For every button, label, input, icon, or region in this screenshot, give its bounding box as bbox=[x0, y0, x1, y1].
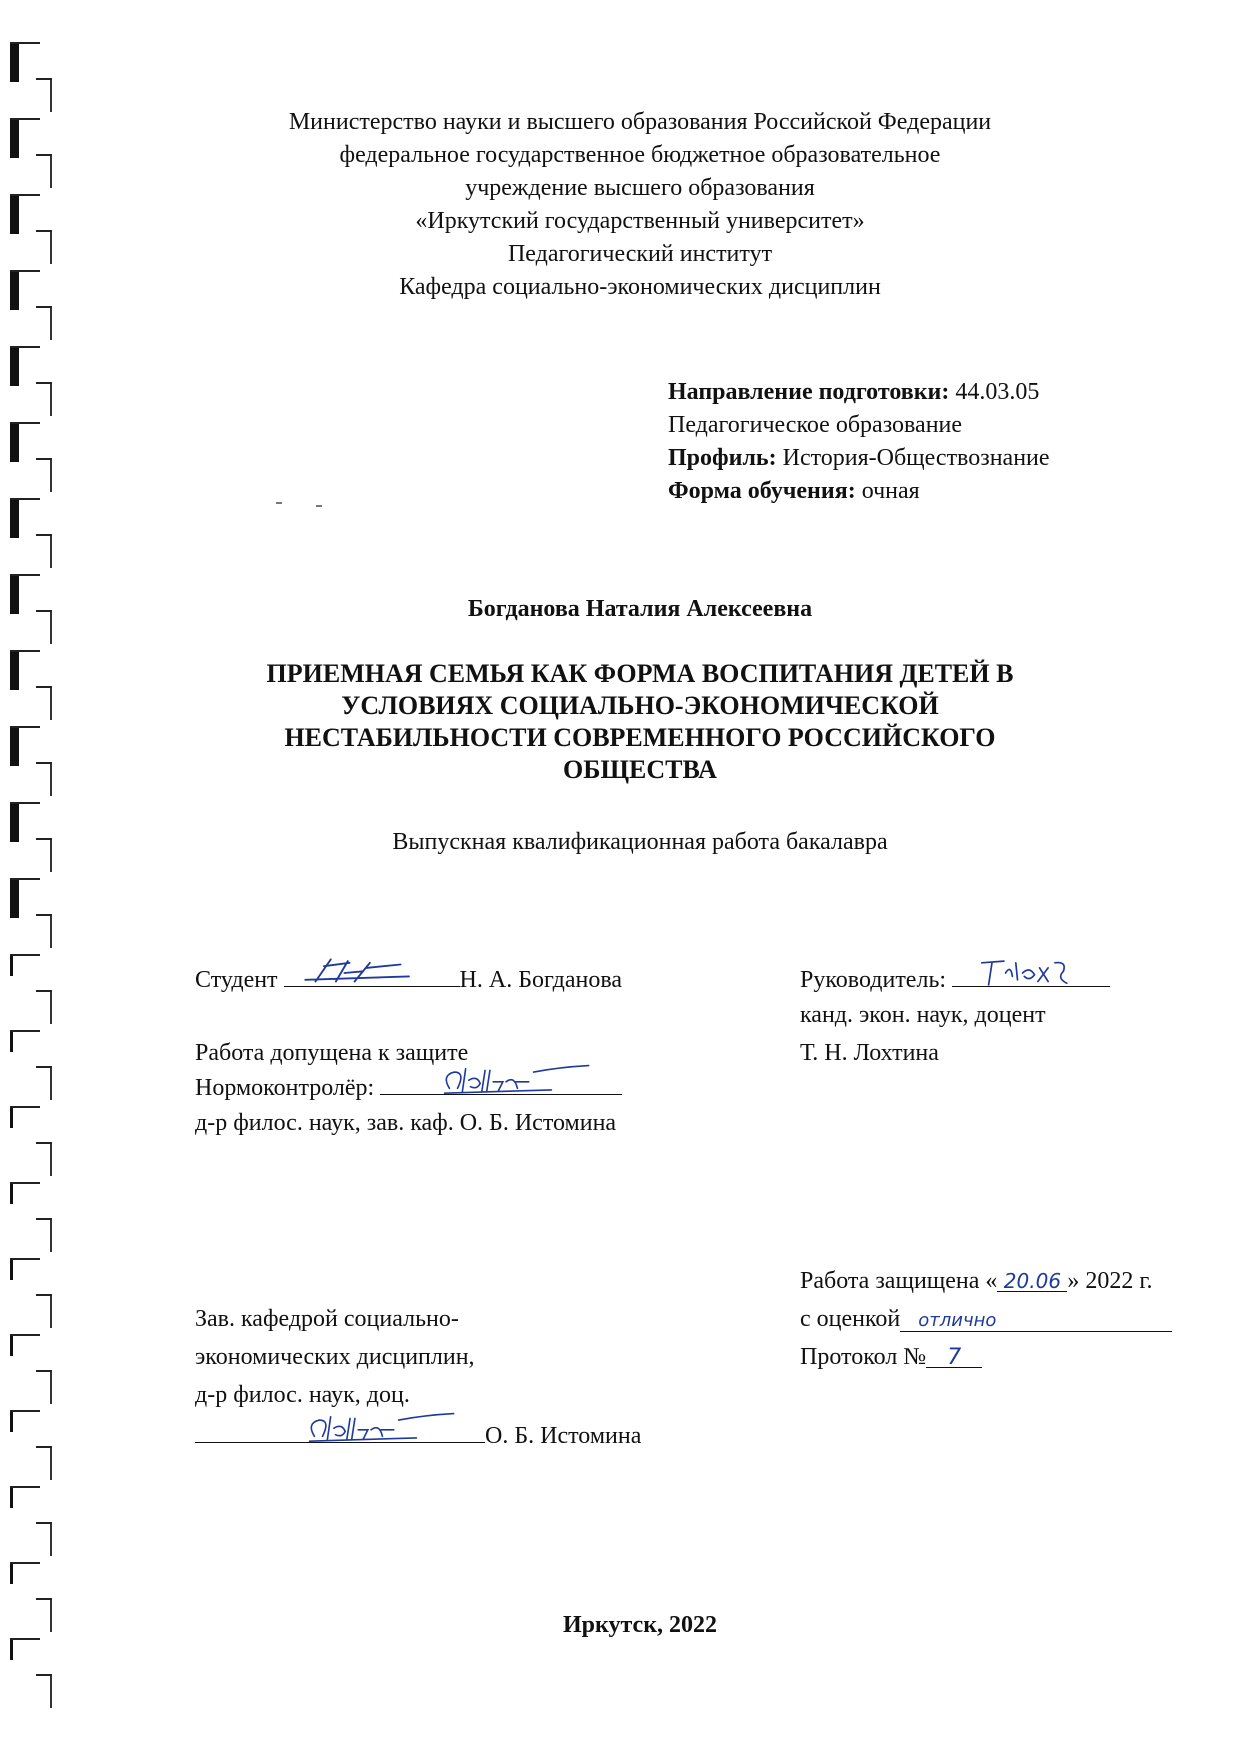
supervisor-name: Т. Н. Лохтина bbox=[800, 1040, 939, 1066]
work-type: Выпускная квалификационная работа бакалавра bbox=[392, 829, 888, 855]
binding-tick bbox=[36, 230, 52, 232]
binding-tick bbox=[36, 838, 52, 840]
header-line-university: «Иркутский государственный университет» bbox=[415, 208, 865, 234]
binding-tick bbox=[10, 726, 40, 728]
binding-bar bbox=[10, 1486, 13, 1508]
binding-tick bbox=[36, 1218, 52, 1220]
binding-loop bbox=[50, 1370, 52, 1404]
binding-tick bbox=[10, 1030, 40, 1032]
binding-tick bbox=[36, 990, 52, 992]
grade-value: отлично bbox=[900, 1310, 1172, 1332]
binding-tick bbox=[10, 1562, 40, 1564]
binding-loop bbox=[50, 990, 52, 1024]
binding-edge bbox=[0, 0, 70, 1754]
binding-bar bbox=[10, 346, 19, 386]
binding-bar bbox=[10, 1334, 13, 1356]
grade-line bbox=[800, 1306, 1172, 1333]
binding-tick bbox=[36, 1142, 52, 1144]
binding-loop bbox=[50, 382, 52, 416]
binding-bar bbox=[10, 1410, 13, 1432]
binding-loop bbox=[50, 762, 52, 796]
binding-bar bbox=[10, 1258, 13, 1280]
protocol-number: 7 bbox=[926, 1345, 982, 1368]
binding-loop bbox=[50, 1446, 52, 1480]
binding-tick bbox=[10, 1486, 40, 1488]
binding-loop bbox=[50, 1598, 52, 1632]
city-year: Иркутск, 2022 bbox=[562, 1612, 718, 1638]
binding-tick bbox=[36, 1674, 52, 1676]
binding-tick bbox=[10, 650, 40, 652]
binding-tick bbox=[36, 154, 52, 156]
head-name: О. Б. Истомина bbox=[485, 1423, 642, 1449]
study-meta bbox=[668, 376, 1050, 508]
binding-bar bbox=[10, 1106, 13, 1128]
header-line-education: учреждение высшего образования bbox=[465, 175, 815, 201]
binding-bar bbox=[10, 42, 19, 82]
binding-tick bbox=[36, 1294, 52, 1296]
binding-bar bbox=[10, 498, 19, 538]
head-signature-line bbox=[195, 1420, 641, 1450]
direction-name: Педагогическое образование bbox=[668, 412, 963, 438]
normcontrol-label: Нормоконтролёр: bbox=[195, 1075, 375, 1101]
binding-loop bbox=[50, 838, 52, 872]
binding-tick bbox=[10, 1334, 40, 1336]
binding-loop bbox=[50, 1522, 52, 1556]
binding-bar bbox=[10, 1030, 13, 1052]
binding-loop bbox=[50, 1142, 52, 1176]
header-line-department: Кафедра социально-экономических дисциплин bbox=[399, 274, 881, 300]
binding-tick bbox=[36, 306, 52, 308]
binding-loop bbox=[50, 534, 52, 568]
student-name: Н. А. Богданова bbox=[459, 967, 623, 993]
scan-speck bbox=[276, 502, 282, 504]
binding-loop bbox=[50, 914, 52, 948]
supervisor-label: Руководитель: bbox=[800, 967, 947, 993]
defense-prefix: Работа защищена « bbox=[800, 1268, 998, 1294]
binding-tick bbox=[36, 458, 52, 460]
binding-tick bbox=[36, 78, 52, 80]
student-signature-line bbox=[284, 964, 460, 987]
binding-tick bbox=[10, 422, 40, 424]
supervisor-signature bbox=[956, 956, 1096, 990]
header-line-institute: Педагогический институт bbox=[507, 241, 773, 267]
binding-tick bbox=[10, 802, 40, 804]
title-line: УСЛОВИЯХ СОЦИАЛЬНО-ЭКОНОМИЧЕСКОЙ bbox=[341, 691, 939, 720]
direction-code: 44.03.05 bbox=[955, 379, 1040, 405]
binding-loop bbox=[50, 686, 52, 720]
defense-date-line bbox=[800, 1268, 1153, 1295]
binding-tick bbox=[36, 1522, 52, 1524]
binding-tick bbox=[10, 42, 40, 44]
head-line-2: экономических дисциплин, bbox=[195, 1344, 475, 1370]
binding-tick bbox=[10, 1182, 40, 1184]
direction-label: Направление подготовки: bbox=[668, 379, 950, 405]
student-line bbox=[195, 964, 622, 994]
binding-tick bbox=[10, 1638, 40, 1640]
binding-tick bbox=[36, 914, 52, 916]
binding-loop bbox=[50, 1294, 52, 1328]
binding-tick bbox=[10, 498, 40, 500]
student-signature bbox=[288, 956, 428, 990]
title-line: НЕСТАБИЛЬНОСТИ СОВРЕМЕННОГО РОССИЙСКОГО bbox=[284, 723, 996, 752]
binding-bar bbox=[10, 954, 13, 976]
grade-label: с оценкой bbox=[800, 1306, 901, 1332]
defense-suffix: » 2022 г. bbox=[1067, 1268, 1153, 1294]
author-name: Богданова Наталия Алексеевна bbox=[467, 596, 813, 622]
binding-tick bbox=[36, 762, 52, 764]
normcontrol-person: д-р филос. наук, зав. каф. О. Б. Истомина bbox=[195, 1110, 617, 1136]
admission-text: Работа допущена к защите bbox=[195, 1040, 469, 1066]
binding-tick bbox=[10, 1258, 40, 1260]
binding-loop bbox=[50, 458, 52, 492]
profile-value: История-Обществознание bbox=[782, 445, 1050, 471]
binding-bar bbox=[10, 118, 19, 158]
thesis-title bbox=[220, 658, 1060, 786]
binding-loop bbox=[50, 306, 52, 340]
binding-loop bbox=[50, 1066, 52, 1100]
supervisor-degree: канд. экон. наук, доцент bbox=[800, 1002, 1046, 1028]
binding-tick bbox=[10, 1106, 40, 1108]
header-line-ministry: Министерство науки и высшего образования Российской Федерации bbox=[288, 109, 992, 135]
supervisor-signature-line bbox=[952, 964, 1110, 987]
binding-loop bbox=[50, 78, 52, 112]
binding-tick bbox=[36, 1370, 52, 1372]
supervisor-line bbox=[800, 964, 1110, 994]
binding-loop bbox=[50, 1218, 52, 1252]
binding-bar bbox=[10, 650, 19, 690]
binding-tick bbox=[10, 878, 40, 880]
binding-tick bbox=[36, 1598, 52, 1600]
binding-bar bbox=[10, 1562, 13, 1584]
binding-tick bbox=[36, 382, 52, 384]
binding-tick bbox=[36, 610, 52, 612]
binding-bar bbox=[10, 194, 19, 234]
binding-bar bbox=[10, 878, 19, 918]
binding-bar bbox=[10, 802, 19, 842]
form-value: очная bbox=[861, 478, 920, 504]
binding-tick bbox=[10, 954, 40, 956]
normcontrol-signature bbox=[420, 1064, 610, 1098]
head-line-3: д-р филос. наук, доц. bbox=[195, 1382, 410, 1408]
binding-loop bbox=[50, 154, 52, 188]
defense-date: 20.06 bbox=[997, 1269, 1067, 1292]
student-label: Студент bbox=[195, 967, 278, 993]
form-label: Форма обучения: bbox=[668, 478, 856, 504]
binding-tick bbox=[36, 1446, 52, 1448]
binding-tick bbox=[10, 118, 40, 120]
binding-loop bbox=[50, 230, 52, 264]
binding-tick bbox=[10, 194, 40, 196]
header-line-institution-type: федеральное государственное бюджетное образовательное bbox=[339, 142, 941, 168]
title-line: ПРИЕМНАЯ СЕМЬЯ КАК ФОРМА ВОСПИТАНИЯ ДЕТЕЙ В bbox=[266, 659, 1014, 688]
binding-tick bbox=[10, 574, 40, 576]
binding-bar bbox=[10, 1182, 13, 1204]
binding-tick bbox=[36, 1066, 52, 1068]
binding-bar bbox=[10, 1638, 13, 1660]
binding-tick bbox=[10, 1410, 40, 1412]
binding-tick bbox=[10, 346, 40, 348]
title-line: ОБЩЕСТВА bbox=[563, 755, 717, 784]
binding-loop bbox=[50, 610, 52, 644]
binding-bar bbox=[10, 726, 19, 766]
institution-header bbox=[220, 106, 1060, 304]
head-signature bbox=[285, 1412, 475, 1446]
normcontrol-signature-line bbox=[380, 1072, 622, 1095]
binding-tick bbox=[36, 686, 52, 688]
normcontrol-line bbox=[195, 1072, 622, 1102]
head-signature-underline bbox=[195, 1420, 485, 1443]
binding-bar bbox=[10, 270, 19, 310]
head-line-1: Зав. кафедрой социально- bbox=[195, 1306, 459, 1332]
profile-label: Профиль: bbox=[668, 445, 777, 471]
protocol-label: Протокол № bbox=[800, 1344, 927, 1370]
binding-bar bbox=[10, 574, 19, 614]
binding-bar bbox=[10, 422, 19, 462]
scan-speck bbox=[316, 505, 322, 507]
protocol-line bbox=[800, 1344, 982, 1371]
binding-tick bbox=[10, 270, 40, 272]
binding-loop bbox=[50, 1674, 52, 1708]
binding-tick bbox=[36, 534, 52, 536]
